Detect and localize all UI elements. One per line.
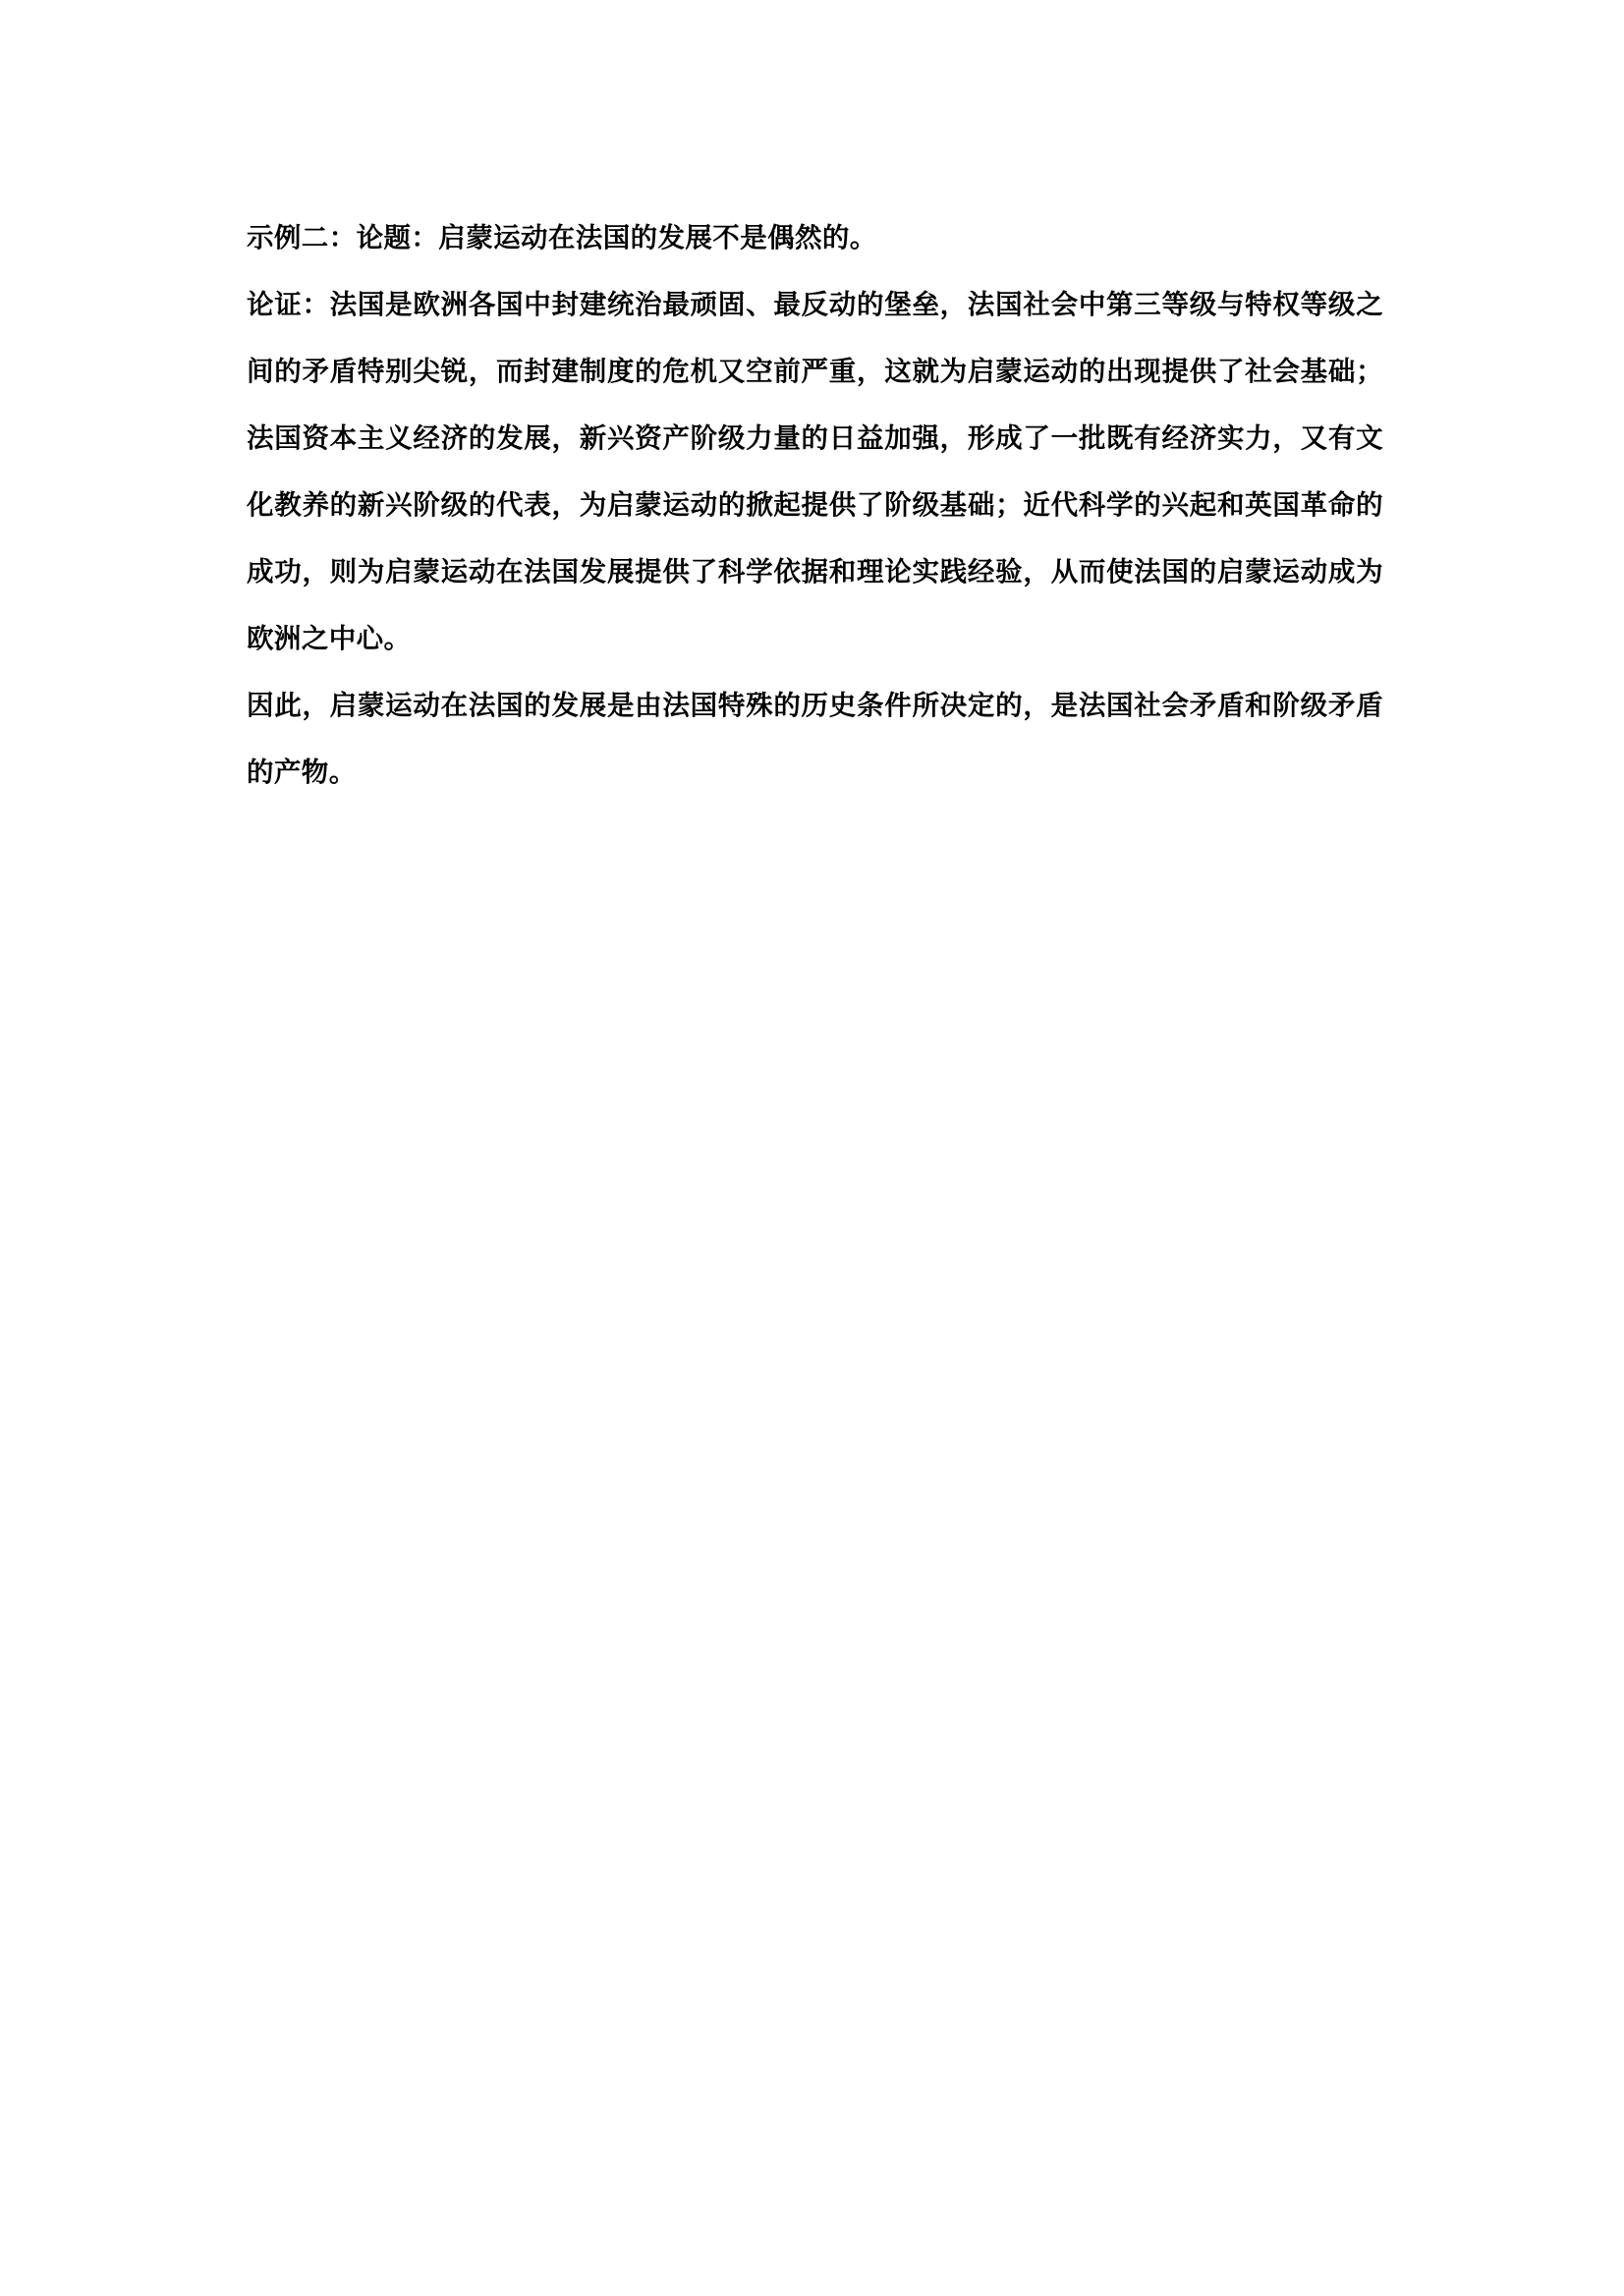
argument-paragraph: 论证：法国是欧洲各国中封建统治最顽固、最反动的堡垒，法国社会中第三等级与特权等级之间的矛盾特别尖锐，而封建制度的危机又空前严重，这就为启蒙运动的出现提供了社会基础；法国资本主义经济的发展，新兴资产阶级力量的日益加强，形成了一批既有经济实力，又有文化教养的新兴阶级的代表，为启蒙运动的掀起提供了阶级基础；近代科学的兴起和英国革命的成功，则为启蒙运动在法国发展提供了科学依据和理论实践经验，从而使法国的启蒙运动成为欧洲之中心。 [247, 289, 1383, 654]
example-title-paragraph: 示例二：论题：启蒙运动在法国的发展不是偶然的。 [247, 222, 877, 253]
conclusion-paragraph: 因此，启蒙运动在法国的发展是由法国特殊的历史条件所决定的，是法国社会矛盾和阶级矛盾的产物。 [247, 690, 1383, 788]
document-body [247, 204, 1383, 806]
